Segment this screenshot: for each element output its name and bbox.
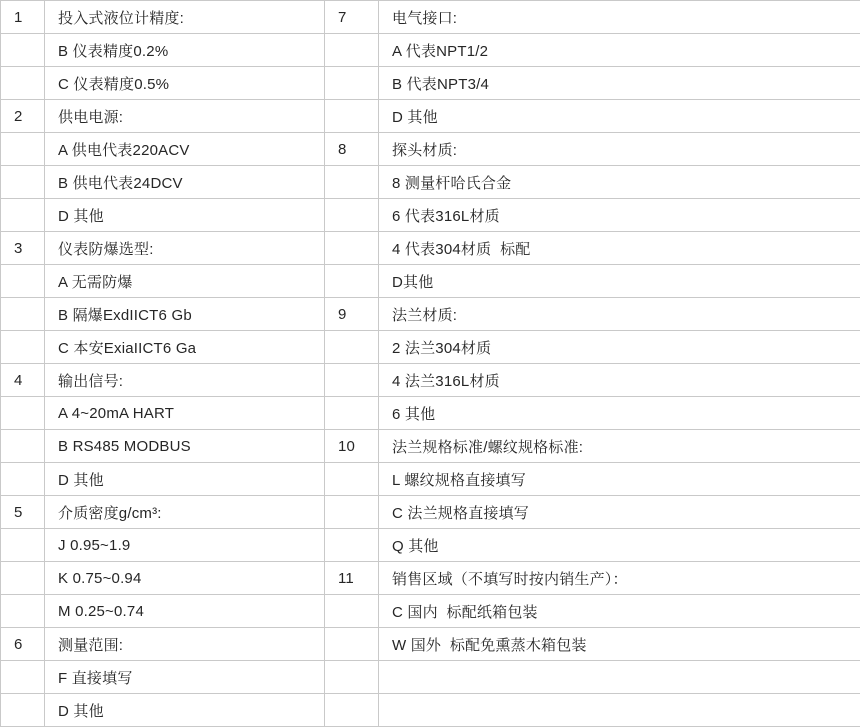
spec-option-right-cell: B 代表NPT3/4: [379, 67, 860, 100]
row-index-right-cell: 7: [325, 1, 379, 34]
spec-option-right-cell: Q 其他: [379, 529, 860, 562]
spec-option-right-cell: [379, 661, 860, 694]
spec-option-left-cell: F 直接填写: [45, 661, 325, 694]
table-row: [1, 694, 860, 727]
row-index-right-cell: [325, 397, 379, 430]
row-index-left-cell: [1, 133, 45, 166]
table-row: [1, 1, 860, 34]
spec-option-left-cell: 供电电源:: [45, 100, 325, 133]
spec-option-left-cell: B 仪表精度0.2%: [45, 34, 325, 67]
spec-option-left-cell: D 其他: [45, 463, 325, 496]
spec-option-left-cell: A 无需防爆: [45, 265, 325, 298]
spec-option-right-cell: 探头材质:: [379, 133, 860, 166]
row-index-left-cell: [1, 694, 45, 727]
table-row: [1, 661, 860, 694]
row-index-right-cell: [325, 661, 379, 694]
spec-option-left-cell: B 供电代表24DCV: [45, 166, 325, 199]
spec-option-right-cell: 销售区域（不填写时按内销生产）：: [379, 562, 860, 595]
table-row: [1, 199, 860, 232]
row-index-right-cell: [325, 199, 379, 232]
spec-option-right-cell: A 代表NPT1/2: [379, 34, 860, 67]
spec-option-left-cell: B 隔爆ExdIICT6 Gb: [45, 298, 325, 331]
row-index-left-cell: [1, 661, 45, 694]
row-index-left-cell: [1, 298, 45, 331]
spec-option-left-cell: C 本安ExiaIICT6 Ga: [45, 331, 325, 364]
spec-option-left-cell: 仪表防爆选型:: [45, 232, 325, 265]
row-index-right-cell: 10: [325, 430, 379, 463]
row-index-right-cell: [325, 265, 379, 298]
spec-option-right-cell: D 其他: [379, 100, 860, 133]
spec-option-left-cell: C 仪表精度0.5%: [45, 67, 325, 100]
table-row: [1, 298, 860, 331]
spec-option-right-cell: 电气接口:: [379, 1, 860, 34]
row-index-right-cell: [325, 232, 379, 265]
row-index-left-cell: [1, 562, 45, 595]
spec-option-left-cell: B RS485 MODBUS: [45, 430, 325, 463]
row-index-right-cell: [325, 331, 379, 364]
table-row: [1, 166, 860, 199]
row-index-left-cell: 2: [1, 100, 45, 133]
table-row: [1, 34, 860, 67]
table-row: [1, 430, 860, 463]
spec-option-right-cell: 法兰规格标准/螺纹规格标准:: [379, 430, 860, 463]
spec-option-right-cell: [379, 694, 860, 727]
row-index-left-cell: 3: [1, 232, 45, 265]
spec-option-right-cell: 4 法兰316L材质: [379, 364, 860, 397]
row-index-right-cell: [325, 364, 379, 397]
spec-option-right-cell: 8 测量杆哈氏合金: [379, 166, 860, 199]
spec-option-left-cell: M 0.25~0.74: [45, 595, 325, 628]
spec-option-right-cell: W 国外 标配免熏蒸木箱包装: [379, 628, 860, 661]
row-index-left-cell: [1, 430, 45, 463]
row-index-left-cell: [1, 463, 45, 496]
table-row: [1, 628, 860, 661]
spec-option-left-cell: A 供电代表220ACV: [45, 133, 325, 166]
row-index-left-cell: 6: [1, 628, 45, 661]
row-index-right-cell: [325, 34, 379, 67]
row-index-left-cell: [1, 34, 45, 67]
row-index-left-cell: [1, 67, 45, 100]
spec-option-right-cell: 4 代表304材质 标配: [379, 232, 860, 265]
spec-option-left-cell: D 其他: [45, 199, 325, 232]
row-index-right-cell: [325, 166, 379, 199]
spec-option-right-cell: 6 其他: [379, 397, 860, 430]
spec-option-left-cell: 介质密度g/cm³:: [45, 496, 325, 529]
spec-option-right-cell: C 法兰规格直接填写: [379, 496, 860, 529]
spec-option-right-cell: C 国内 标配纸箱包装: [379, 595, 860, 628]
row-index-right-cell: [325, 100, 379, 133]
row-index-left-cell: [1, 199, 45, 232]
row-index-left-cell: [1, 397, 45, 430]
row-index-right-cell: [325, 694, 379, 727]
spec-option-left-cell: A 4~20mA HART: [45, 397, 325, 430]
row-index-right-cell: [325, 463, 379, 496]
row-index-left-cell: [1, 166, 45, 199]
spec-option-left-cell: K 0.75~0.94: [45, 562, 325, 595]
row-index-left-cell: [1, 265, 45, 298]
spec-table-body: [1, 1, 860, 727]
table-row: [1, 67, 860, 100]
table-row: [1, 496, 860, 529]
spec-option-right-cell: 6 代表316L材质: [379, 199, 860, 232]
row-index-left-cell: 1: [1, 1, 45, 34]
table-row: [1, 562, 860, 595]
spec-option-right-cell: 2 法兰304材质: [379, 331, 860, 364]
spec-option-right-cell: 法兰材质:: [379, 298, 860, 331]
row-index-left-cell: 4: [1, 364, 45, 397]
row-index-right-cell: [325, 595, 379, 628]
table-row: [1, 331, 860, 364]
spec-option-right-cell: L 螺纹规格直接填写: [379, 463, 860, 496]
row-index-right-cell: [325, 496, 379, 529]
table-row: [1, 364, 860, 397]
row-index-left-cell: 5: [1, 496, 45, 529]
table-row: [1, 100, 860, 133]
spec-option-left-cell: 测量范围:: [45, 628, 325, 661]
table-row: [1, 133, 860, 166]
spec-option-right-cell: D其他: [379, 265, 860, 298]
row-index-left-cell: [1, 529, 45, 562]
row-index-left-cell: [1, 331, 45, 364]
spec-option-left-cell: J 0.95~1.9: [45, 529, 325, 562]
row-index-right-cell: 11: [325, 562, 379, 595]
table-row: [1, 397, 860, 430]
table-row: [1, 232, 860, 265]
row-index-right-cell: 8: [325, 133, 379, 166]
row-index-right-cell: [325, 529, 379, 562]
table-row: [1, 595, 860, 628]
table-row: [1, 265, 860, 298]
row-index-right-cell: [325, 67, 379, 100]
row-index-right-cell: 9: [325, 298, 379, 331]
spec-option-left-cell: 输出信号:: [45, 364, 325, 397]
row-index-right-cell: [325, 628, 379, 661]
row-index-left-cell: [1, 595, 45, 628]
table-row: [1, 529, 860, 562]
table-row: [1, 463, 860, 496]
spec-option-left-cell: 投入式液位计精度:: [45, 1, 325, 34]
spec-option-left-cell: D 其他: [45, 694, 325, 727]
